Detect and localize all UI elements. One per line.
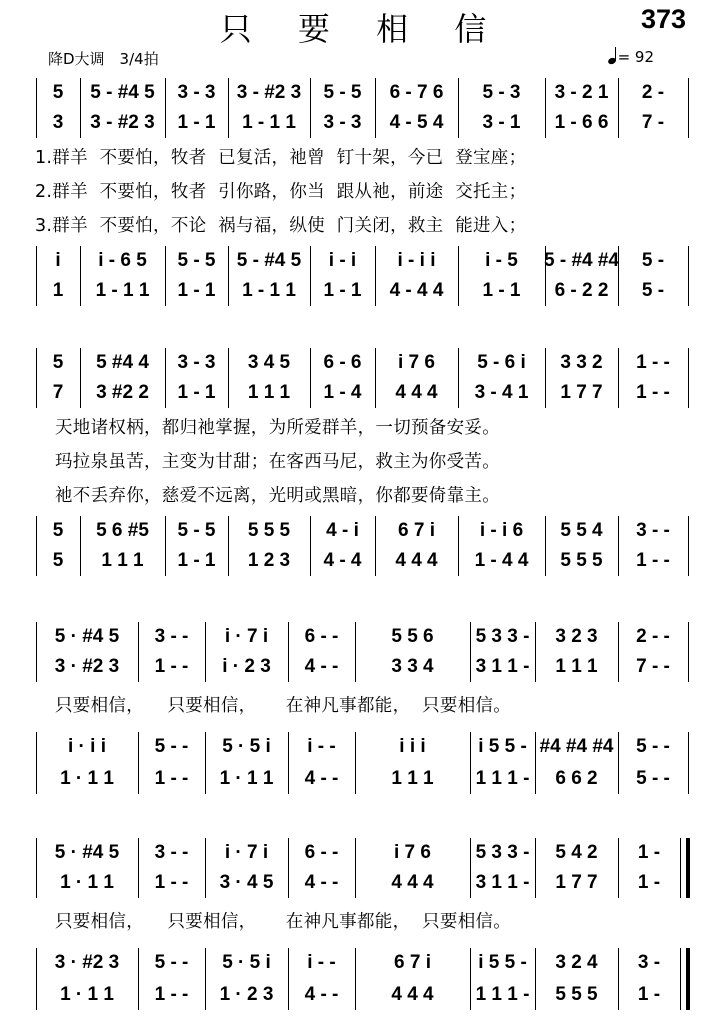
measure-notes: 6 - 7 6 xyxy=(389,82,444,103)
measure-notes: 5 - - xyxy=(154,736,189,757)
measure-notes: 6 7 i xyxy=(398,520,435,541)
measure-notes: i i i xyxy=(399,736,426,757)
measure-notes: 3 - #2 3 xyxy=(90,112,155,133)
measure-notes: 5 - xyxy=(641,250,665,271)
note-row xyxy=(0,246,724,276)
measure-notes: 3 · #2 3 xyxy=(54,952,120,973)
note-row xyxy=(0,838,724,868)
hymn-title: 只 要 相 信 xyxy=(219,10,505,48)
measure-notes: i - 6 5 xyxy=(98,250,147,271)
measure-notes: i - - xyxy=(307,952,336,973)
measure-notes: 4 4 4 xyxy=(391,872,434,893)
note-row xyxy=(0,108,724,138)
measure-notes: 6 7 i xyxy=(394,952,431,973)
measure-notes: 3 · 4 5 xyxy=(219,872,274,893)
measure-notes: 3 - - xyxy=(154,842,189,863)
measure-notes: 3 - 3 xyxy=(177,82,216,103)
measure-notes: 5 5 6 xyxy=(391,626,434,647)
measure-notes: i - i xyxy=(328,250,357,271)
measure-notes: i - - xyxy=(307,736,336,757)
measure-notes: 6 - 2 2 xyxy=(554,280,609,301)
score-system xyxy=(0,348,724,574)
measure-notes: 1 1 1 xyxy=(101,550,144,571)
note-row xyxy=(0,78,724,108)
measure-notes: 3 - 3 xyxy=(177,352,216,373)
measure-notes: 1 · 2 3 xyxy=(219,984,274,1005)
measure-notes: i 5 5 - xyxy=(478,952,527,973)
measure-notes: 5 - - xyxy=(636,768,670,789)
measure-notes: i - 5 xyxy=(485,250,518,271)
measure-notes: 3 1 1 - xyxy=(475,656,530,677)
lyric-line: 玛拉泉虽苦，主变为甘甜；在客西马尼，救主为你受苦。 xyxy=(55,452,500,472)
measure-notes: 4 - - xyxy=(304,768,339,789)
measure-notes: i · i i xyxy=(68,736,106,757)
key-and-meter: 降D大调 3/4拍 xyxy=(48,50,159,68)
note-row xyxy=(0,948,724,978)
measure-notes: 5 · 5 i xyxy=(222,736,271,757)
measure-notes: 1 1 1 - xyxy=(475,984,530,1005)
measure-notes: 1 7 7 xyxy=(560,382,603,403)
measure-notes: 3 - - xyxy=(636,520,670,541)
measure-notes: 1 - - xyxy=(636,352,670,373)
measure-notes: 5 - #4 5 xyxy=(236,250,302,271)
measure-notes: 5 - 6 i xyxy=(477,352,526,373)
measure-notes: i - i i xyxy=(397,250,436,271)
lyric-line: 2.群羊 不要怕，牧者 引你路，你当 跟从祂，前途 交托主； xyxy=(35,182,527,202)
measure-notes: 5 xyxy=(52,82,64,103)
measure-notes: 3 #2 2 xyxy=(96,382,149,403)
measure-notes: 4 4 4 xyxy=(395,382,438,403)
lyric-line: 3.群羊 不要怕，不论 祸与福，纵使 门关闭，救主 能进入； xyxy=(35,216,527,236)
measure-notes: 1 - 1 xyxy=(177,550,216,571)
measure-notes: 3 - 3 xyxy=(323,112,362,133)
measure-notes: 5 5 5 xyxy=(555,984,598,1005)
measure-notes: i 5 5 - xyxy=(478,736,527,757)
measure-notes: 5 - #4 #4 xyxy=(544,250,619,271)
measure-notes: 3 3 4 xyxy=(391,656,434,677)
measure-notes: 4 - 4 4 xyxy=(389,280,444,301)
measure-notes: 4 - - xyxy=(304,984,339,1005)
measure-notes: 1 · 1 1 xyxy=(219,768,274,789)
measure-notes: 7 - xyxy=(641,112,665,133)
measure-notes: 4 4 4 xyxy=(391,984,434,1005)
measure-notes: 1 - 1 1 xyxy=(242,112,296,133)
measure-notes: 5 4 2 xyxy=(555,842,598,863)
measure-notes: 1 - - xyxy=(636,550,670,571)
measure-notes: i · 2 3 xyxy=(222,656,271,677)
measure-notes: 1 · 1 1 xyxy=(60,768,114,789)
measure-notes: i xyxy=(55,250,61,271)
measure-notes: 6 - 6 xyxy=(323,352,362,373)
measure-notes: 3 xyxy=(52,112,64,133)
measure-notes: i 7 6 xyxy=(394,842,431,863)
measure-notes: 1 - 1 xyxy=(482,280,521,301)
measure-notes: 2 - xyxy=(641,82,665,103)
measure-notes: 4 - - xyxy=(304,872,339,893)
note-row xyxy=(0,348,724,378)
measure-notes: i · 7 i xyxy=(224,842,269,863)
measure-notes: 1 - 1 xyxy=(177,112,216,133)
score-system xyxy=(0,78,724,304)
measure-notes: 1 - xyxy=(637,872,661,893)
measure-notes: 1 1 1 xyxy=(247,382,291,403)
measure-notes: 1 7 7 xyxy=(555,872,598,893)
measure-notes: 5 - xyxy=(641,280,665,301)
measure-notes: 5 5 4 xyxy=(560,520,603,541)
measure-notes: 3 - xyxy=(637,952,661,973)
note-row xyxy=(0,276,724,306)
measure-notes: 5 xyxy=(52,550,64,571)
measure-notes: 2 - - xyxy=(636,626,670,647)
measure-notes: 1 - 1 1 xyxy=(95,280,150,301)
measure-notes: 1 - 1 xyxy=(177,280,216,301)
note-row xyxy=(0,980,724,1010)
lyric-line: 只要相信， 只要相信， 在神凡事都能， 只要相信。 xyxy=(55,696,512,716)
measure-notes: 4 - i xyxy=(326,520,359,541)
measure-notes: 1 - - xyxy=(154,656,189,677)
measure-notes: 3 · #2 3 xyxy=(54,656,120,677)
measure-notes: 1 - 4 4 xyxy=(474,550,529,571)
hymn-number: 373 xyxy=(640,4,686,34)
note-row xyxy=(0,732,724,762)
tempo-value: = 92 xyxy=(617,48,654,66)
measure-notes: 3 - 1 xyxy=(482,112,521,133)
measure-notes: 1 1 1 - xyxy=(475,768,530,789)
measure-notes: 5 · #4 5 xyxy=(54,626,120,647)
note-row xyxy=(0,764,724,794)
lyric-line: 天地诸权柄，都归祂掌握，为所爱群羊，一切预备安妥。 xyxy=(55,418,500,438)
measure-notes: 5 6 #5 xyxy=(96,520,149,541)
lyric-line: 只要相信， 只要相信， 在神凡事都能， 只要相信。 xyxy=(55,912,512,932)
measure-notes: 1 - 4 xyxy=(323,382,362,403)
measure-notes: 5 - 5 xyxy=(177,520,216,541)
note-row xyxy=(0,652,724,682)
measure-notes: 7 xyxy=(52,382,64,403)
measure-notes: 3 - #2 3 xyxy=(236,82,302,103)
measure-notes: 1 - 6 6 xyxy=(554,112,609,133)
measure-notes: 5 - - xyxy=(154,952,189,973)
measure-notes: 3 3 2 xyxy=(560,352,603,373)
measure-notes: 1 - - xyxy=(154,984,189,1005)
measure-notes: 5 xyxy=(52,352,64,373)
score-system xyxy=(0,622,724,794)
score-system xyxy=(0,838,724,1010)
measure-notes: 5 5 5 xyxy=(247,520,291,541)
measure-notes: 5 3 3 - xyxy=(475,626,530,647)
measure-notes: #4 #4 #4 xyxy=(539,736,614,757)
measure-notes: 6 - - xyxy=(304,626,339,647)
measure-notes: i 7 6 xyxy=(398,352,435,373)
measure-notes: 5 - - xyxy=(636,736,670,757)
note-row xyxy=(0,378,724,408)
measure-notes: 1 · 1 1 xyxy=(60,984,114,1005)
measure-notes: 5 · 5 i xyxy=(222,952,271,973)
measure-notes: 4 - 5 4 xyxy=(389,112,444,133)
measure-notes: 3 2 3 xyxy=(555,626,598,647)
measure-notes: 1 - 1 xyxy=(323,280,362,301)
measure-notes: 4 - - xyxy=(304,656,339,677)
measure-notes: 1 - xyxy=(637,842,661,863)
measure-notes: 4 4 4 xyxy=(395,550,438,571)
measure-notes: 5 xyxy=(52,520,64,541)
measure-notes: 7 - - xyxy=(636,656,670,677)
measure-notes: 5 #4 4 xyxy=(96,352,149,373)
measure-notes: 5 - 5 xyxy=(323,82,362,103)
measure-notes: 5 3 3 - xyxy=(475,842,530,863)
measure-notes: 3 4 5 xyxy=(247,352,291,373)
tempo-marking xyxy=(608,48,654,66)
measure-notes: 5 - 3 xyxy=(482,82,521,103)
measure-notes: 6 6 2 xyxy=(555,768,598,789)
lyric-line: 祂不丢弃你，慈爱不远离，光明或黑暗，你都要倚靠主。 xyxy=(55,486,500,506)
measure-notes: 1 - xyxy=(637,984,661,1005)
measure-notes: 3 - 4 1 xyxy=(474,382,529,403)
measure-notes: i · 7 i xyxy=(224,626,269,647)
measure-notes: 1 - - xyxy=(154,872,189,893)
measure-notes: 1 - 1 1 xyxy=(242,280,296,301)
lyric-line: 1.群羊 不要怕，牧者 已复活，祂曾 钉十架，今已 登宝座； xyxy=(35,148,527,168)
measure-notes: 1 1 1 xyxy=(391,768,434,789)
note-row xyxy=(0,622,724,652)
measure-notes: 6 - - xyxy=(304,842,339,863)
measure-notes: 1 1 1 xyxy=(555,656,598,677)
measure-notes: 1 · 1 1 xyxy=(60,872,114,893)
measure-notes: 3 - - xyxy=(154,626,189,647)
measure-notes: 3 1 1 - xyxy=(475,872,530,893)
quarter-note-icon xyxy=(608,48,618,64)
measure-notes: 1 2 3 xyxy=(247,550,291,571)
measure-notes: 1 - - xyxy=(636,382,670,403)
measure-notes: 1 - 1 xyxy=(177,382,216,403)
measure-notes: 3 2 4 xyxy=(555,952,598,973)
measure-notes: 3 - 2 1 xyxy=(554,82,609,103)
measure-notes: 5 · #4 5 xyxy=(54,842,120,863)
note-row xyxy=(0,868,724,898)
measure-notes: 5 5 5 xyxy=(560,550,603,571)
measure-notes: i - i 6 xyxy=(479,520,524,541)
measure-notes: 4 - 4 xyxy=(323,550,362,571)
measure-notes: 1 - - xyxy=(154,768,189,789)
measure-notes: 1 xyxy=(52,280,64,301)
note-row xyxy=(0,546,724,576)
note-row xyxy=(0,516,724,546)
measure-notes: 5 - #4 5 xyxy=(90,82,155,103)
measure-notes: 5 - 5 xyxy=(177,250,216,271)
